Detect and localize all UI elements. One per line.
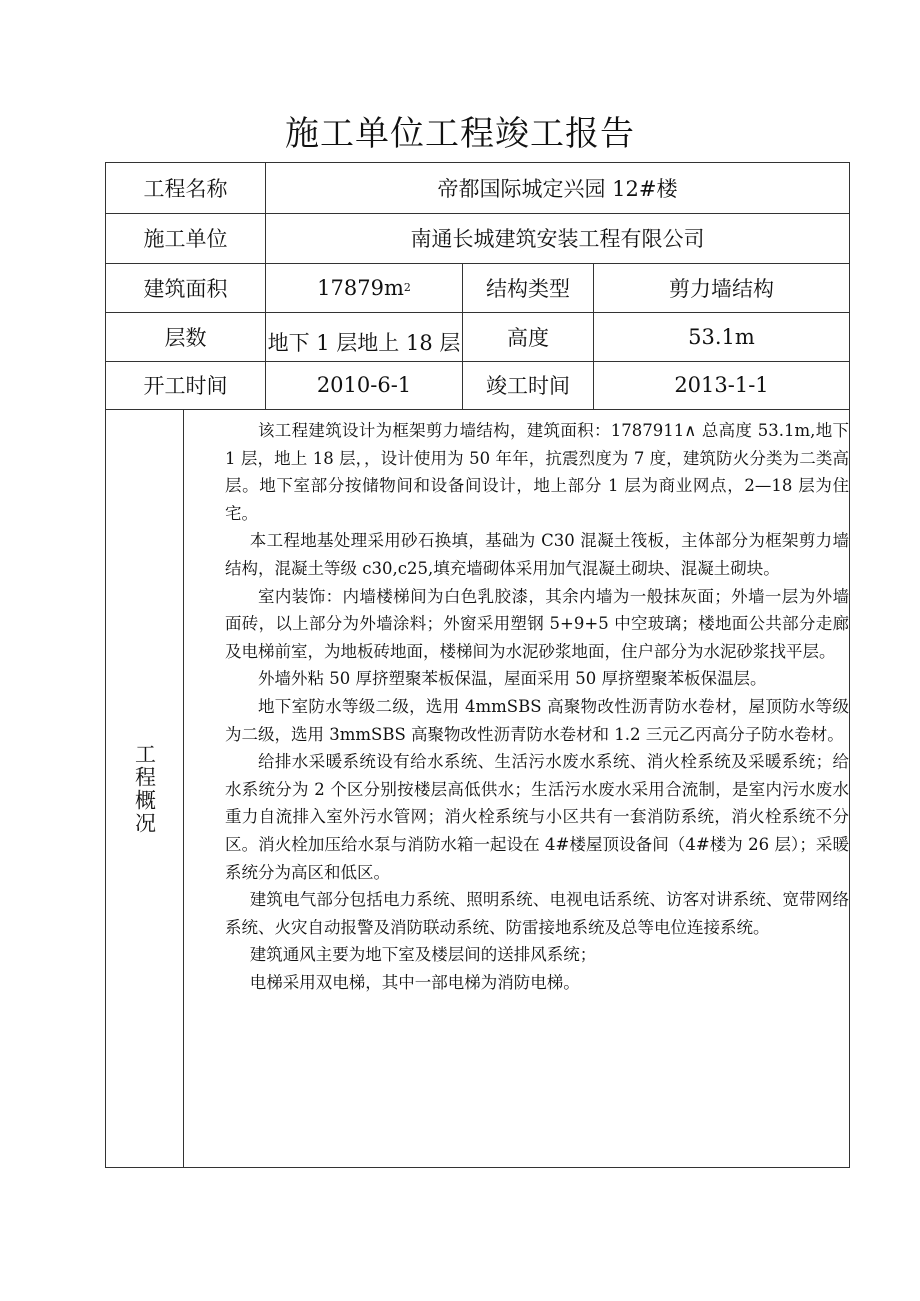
structure-label: 结构类型 xyxy=(486,276,570,301)
area-unit-superscript: 2 xyxy=(403,281,411,294)
overview-paragraph: 给排水采暖系统设有给水系统、生活污水废水系统、消火栓系统及采暖系统；给水系统分为 2 个区分别按楼层高低供水；生活污水废水采用合流制，是室内污水废水重力自流排入室外污水管网；消火栓系统与小区共有一套消防系统，消火栓系统不分区。消火栓加压给水泵与消防水箱一起设在 4#楼屋顶设备间（4#楼为 26 层）；采暖系统分为高区和低区。 xyxy=(225,752,849,882)
contractor-label: 施工单位 xyxy=(143,227,228,251)
height-value: 53.1m xyxy=(688,324,755,349)
overview-label: 工程概况 xyxy=(132,743,157,835)
overview-paragraph: 建筑电气部分包括电力系统、照明系统、电视电话系统、访客对讲系统、宽带网络系统、火灾自动报警及消防联动系统、防雷接地系统及总等电位连接系统。 xyxy=(225,890,849,937)
overview-paragraph: 电梯采用双电梯，其中一部电梯为消防电梯。 xyxy=(249,972,580,992)
overview-paragraph: 室内装饰：内墙楼梯间为白色乳胶漆，其余内墙为一般抹灰面；外墙一层为外墙面砖，以上部分为外墙涂料；外窗采用塑钢 5+9+5 中空玻璃；楼地面公共部分走廊及电梯前室，为地板砖地面，楼梯间为水泥砂浆地面，住户部分为水泥砂浆找平层。 xyxy=(225,586,849,661)
row-divider xyxy=(106,409,849,410)
col-divider xyxy=(183,409,184,1167)
overview-label-cell xyxy=(106,409,183,1169)
floors-label: 层数 xyxy=(164,325,207,350)
area-label: 建筑面积 xyxy=(143,276,228,301)
overview-paragraph: 该工程建筑设计为框架剪力墙结构，建筑面积：1787911∧ 总高度 53.1m,地下 1 层，地上 18 层，，设计使用为 50 年年，抗震烈度为 7 度，建筑防火分类为二类高层。地下室部分按储物间和设备间设计，地上部分 1 层为商业网点，2—18 层为住宅。 xyxy=(225,421,849,523)
overview-text xyxy=(225,417,849,996)
finish-date-value: 2013-1-1 xyxy=(674,373,769,397)
finish-date-label: 竣工时间 xyxy=(486,374,570,398)
start-date-label: 开工时间 xyxy=(143,374,228,398)
overview-paragraph: 地下室防水等级二级，选用 4mmSBS 高聚物改性沥青防水卷材，屋顶防水等级为二级，选用 3mmSBS 高聚物改性沥青防水卷材和 1.2 三元乙丙高分子防水卷材。 xyxy=(225,696,849,744)
area-value xyxy=(266,263,462,312)
area-number: 17879m xyxy=(317,275,404,300)
contractor-value: 南通长城建筑安装工程有限公司 xyxy=(410,227,705,251)
overview-paragraph: 外墙外粘 50 厚挤塑聚苯板保温，屋面采用 50 厚挤塑聚苯板保温层。 xyxy=(258,669,767,689)
report-table xyxy=(105,162,850,1168)
overview-paragraph: 建筑通风主要为地下室及楼层间的送排风系统； xyxy=(249,945,597,965)
project-name-value: 帝都国际城定兴园 12#楼 xyxy=(437,177,678,201)
start-date-value: 2010-6-1 xyxy=(316,373,412,397)
structure-value: 剪力墙结构 xyxy=(669,276,774,301)
document-title: 施工单位工程竣工报告 xyxy=(285,114,635,154)
floors-value: 地下 1 层地上 18 层 xyxy=(267,331,461,355)
height-label: 高度 xyxy=(507,325,549,350)
overview-paragraph: 本工程地基处理采用砂石换填，基础为 C30 混凝土筏板，主体部分为框架剪力墙结构，混凝土等级 c30,c25,填充墙砌体采用加气混凝土砌块、混凝土砌块。 xyxy=(225,531,849,578)
project-name-label: 工程名称 xyxy=(143,177,228,201)
